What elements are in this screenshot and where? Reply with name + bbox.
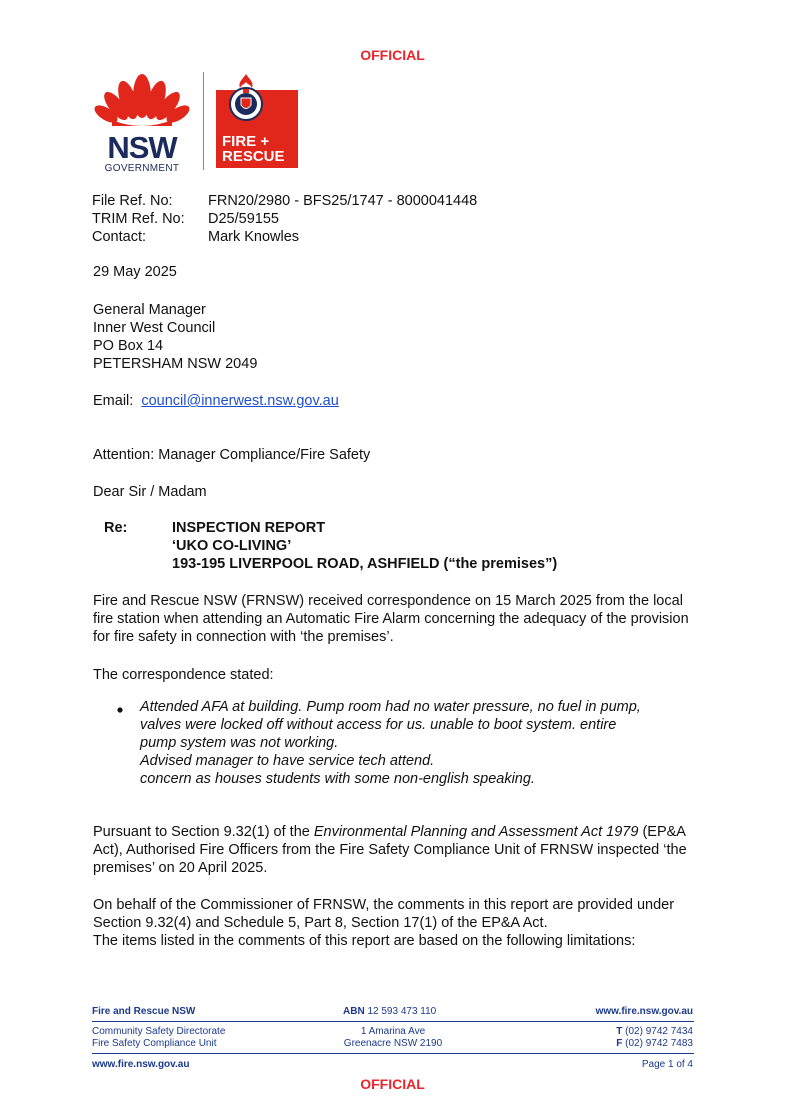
salutation: Dear Sir / Madam bbox=[93, 484, 207, 500]
footer-org: Fire and Rescue NSW bbox=[92, 1006, 196, 1017]
re-subject-line: INSPECTION REPORT bbox=[172, 520, 326, 536]
re-subject bbox=[172, 519, 557, 573]
paragraph-commissioner: On behalf of the Commissioner of FRNSW, the comments in this report are provided under Section 9.32(4) and Schedule 5, Part 8, Section 17(1) of the EP&A Act. bbox=[93, 897, 675, 931]
email-link[interactable]: council@innerwest.nsw.gov.au bbox=[141, 393, 339, 409]
bullet-icon bbox=[116, 701, 124, 709]
nsw-government-label: GOVERNMENT bbox=[104, 163, 180, 174]
nsw-wordmark: NSW bbox=[107, 130, 177, 165]
footer-fax-label: F bbox=[616, 1038, 623, 1049]
frnsw-logo bbox=[216, 72, 298, 168]
footer-dept-line: Community Safety Directorate bbox=[92, 1026, 226, 1037]
quote-line: valves were locked off without access for us. unable to boot system. entire bbox=[140, 717, 617, 733]
footer-fax: (02) 9742 7483 bbox=[625, 1038, 693, 1049]
file-ref-label: File Ref. No: bbox=[92, 193, 173, 209]
footer-address bbox=[300, 1026, 486, 1050]
footer-address-line: 1 Amarina Ave bbox=[360, 1026, 426, 1037]
footer-contact-numbers bbox=[573, 1026, 693, 1050]
footer-page-number: Page 1 of 4 bbox=[641, 1059, 693, 1070]
footer-web-top[interactable]: www.fire.nsw.gov.au bbox=[595, 1006, 693, 1017]
footer-rule-bottom bbox=[92, 1053, 694, 1054]
pursuant-text-rest: (EP&A Act), Authorised Fire Officers from the Fire Safety Compliance Unit of FRNSW inspected ‘the premises’ on 20 April 2025. bbox=[93, 824, 687, 876]
reference-block bbox=[92, 192, 477, 246]
email-label: Email: bbox=[93, 393, 134, 409]
email-row bbox=[93, 392, 339, 410]
footer-phone: (02) 9742 7434 bbox=[625, 1026, 693, 1037]
quote-line: concern as houses students with some non-english speaking. bbox=[140, 771, 535, 787]
letter-date: 29 May 2025 bbox=[93, 264, 177, 280]
footer-dept-line: Fire Safety Compliance Unit bbox=[92, 1038, 217, 1049]
file-ref-row bbox=[92, 192, 477, 210]
footer-abn bbox=[343, 1006, 436, 1018]
footer-phone-row bbox=[573, 1026, 693, 1038]
footer-phone-label: T bbox=[616, 1026, 623, 1037]
contact-label: Contact: bbox=[92, 229, 146, 245]
footer-abn-value: 12 593 473 110 bbox=[367, 1006, 437, 1017]
re-label: Re: bbox=[104, 520, 128, 536]
paragraph-correspondence: Fire and Rescue NSW (FRNSW) received correspondence on 15 March 2025 from the local fire station when attending an Automatic Fire Alarm concerning the adequacy of the provision for fire safety in connection with ‘the premises’. bbox=[93, 593, 689, 645]
footer-web-bottom[interactable]: www.fire.nsw.gov.au bbox=[92, 1059, 190, 1070]
paragraph-stated: The correspondence stated: bbox=[93, 667, 274, 683]
quoted-correspondence bbox=[140, 698, 641, 788]
footer-abn-label: ABN bbox=[343, 1006, 365, 1017]
footer-rule-top bbox=[92, 1021, 694, 1022]
file-ref-value: FRN20/2980 - BFS25/1747 - 8000041448 bbox=[208, 193, 478, 209]
trim-ref-label: TRIM Ref. No: bbox=[92, 211, 185, 227]
logo-divider bbox=[203, 72, 204, 170]
act-title: Environmental Planning and Assessment Act 1979 bbox=[313, 824, 639, 840]
recipient-address bbox=[93, 301, 257, 373]
address-line: PO Box 14 bbox=[93, 338, 164, 354]
re-subject-line: ‘UKO CO-LIVING’ bbox=[172, 538, 292, 554]
contact-row bbox=[92, 228, 477, 246]
trim-ref-row bbox=[92, 210, 477, 228]
footer-address-line: Greenacre NSW 2190 bbox=[343, 1038, 443, 1049]
paragraph-limitations: The items listed in the comments of this report are based on the following limitations: bbox=[93, 933, 636, 949]
waratah-icon bbox=[92, 66, 192, 128]
footer-department bbox=[92, 1026, 225, 1050]
address-line: PETERSHAM NSW 2049 bbox=[93, 356, 258, 372]
footer-fax-row bbox=[573, 1038, 693, 1050]
address-line: Inner West Council bbox=[93, 320, 216, 336]
fire-crest-icon bbox=[228, 72, 264, 124]
nsw-government-logo bbox=[92, 66, 192, 174]
frnsw-fire-label: FIRE + bbox=[222, 133, 270, 150]
attention-line: Attention: Manager Compliance/Fire Safety bbox=[93, 447, 371, 463]
pursuant-text: Pursuant to Section 9.32(1) of the bbox=[93, 824, 314, 840]
frnsw-rescue-label: RESCUE bbox=[222, 148, 285, 165]
trim-ref-value: D25/59155 bbox=[208, 211, 279, 227]
address-line: General Manager bbox=[93, 302, 206, 318]
re-subject-line: 193-195 LIVERPOOL ROAD, ASHFIELD (“the premises”) bbox=[172, 556, 558, 572]
paragraph-pursuant bbox=[93, 823, 699, 877]
classification-bottom: OFFICIAL bbox=[360, 1076, 425, 1092]
classification-top: OFFICIAL bbox=[360, 47, 425, 63]
quote-line: Attended AFA at building. Pump room had no water pressure, no fuel in pump, bbox=[140, 699, 641, 715]
contact-value: Mark Knowles bbox=[208, 229, 300, 245]
quote-line: pump system was not working. bbox=[140, 735, 339, 751]
quote-line: Advised manager to have service tech attend. bbox=[140, 753, 435, 769]
